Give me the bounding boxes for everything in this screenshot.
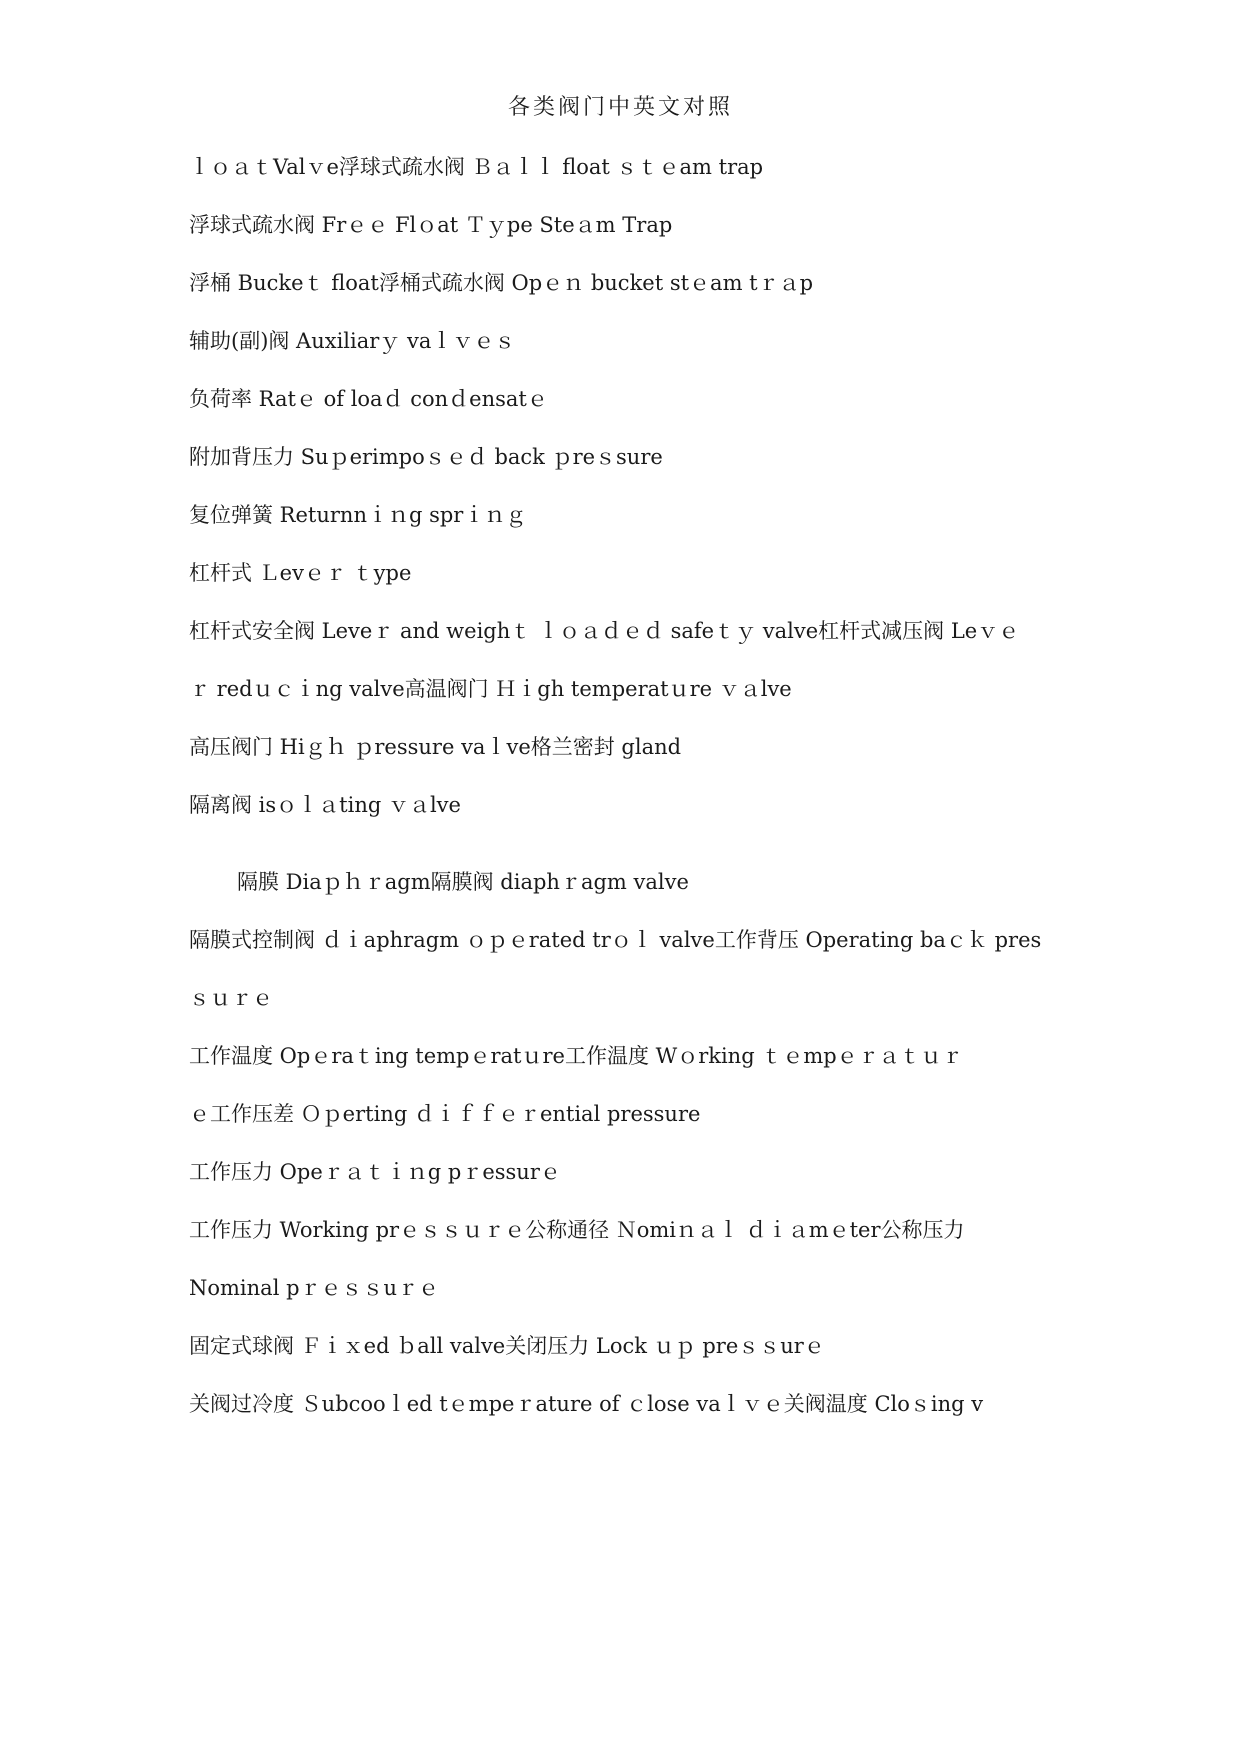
text-line: Nominal pｒｅｓｓuｒｅ xyxy=(189,1276,440,1300)
text-line: 高压阀门 Hiｇｈ ｐressure vaｌve格兰密封 gland xyxy=(189,735,682,759)
text-line: 隔膜式控制阀 ｄｉaphragm ｏｐｅrated trｏｌ valve工作背压 Operating baｃｋ pres xyxy=(189,928,1042,952)
text-line: ｌｏａｔValｖe浮球式疏水阀 Ｂａｌｌ float ｓｔｅam trap xyxy=(189,155,764,179)
text-line: 负荷率 Ratｅ of loaｄ conｄensatｅ xyxy=(189,387,548,411)
text-line: 附加背压力 Suｐerimpoｓｅｄ back ｐreｓsure xyxy=(189,445,663,469)
text-line: 浮桶 Buckeｔ float浮桶式疏水阀 Opｅｎ bucket stｅam tｒａp xyxy=(189,271,814,295)
text-line: 杠杆式安全阀 Leveｒ and weighｔ ｌｏａｄｅｄ safeｔｙ valve杠杆式减压阀 Leｖｅ xyxy=(189,619,1020,643)
text-line: ｒ redｕｃｉng valve高温阀门 Ｈｉgh temperatｕre ｖａlve xyxy=(189,677,792,701)
text-line: 工作温度 Opｅraｔing tempｅratｕre工作温度 Wｏrking ｔｅmpｅｒａｔｕｒ xyxy=(189,1044,963,1068)
text-line: 辅助(副)阀 Auxiliarｙ vaｌｖｅｓ xyxy=(189,329,516,353)
text-line: 浮球式疏水阀 Frｅｅ Flｏat Ｔｙpe Steａm Trap xyxy=(189,213,673,237)
text-line: 工作压力 Opeｒａｔｉｎg pｒessurｅ xyxy=(189,1160,561,1184)
text-line: 杠杆式 Ｌevｅｒ ｔype xyxy=(189,561,412,585)
text-line: ｓｕｒｅ xyxy=(189,986,273,1010)
text-line: 隔离阀 isｏｌａting ｖａlve xyxy=(189,793,461,817)
text-line: 关阀过冷度 Ｓubcooｌed tｅmpeｒature of ｃlose vaｌｖｅ关阀温度 Cloｓing v xyxy=(189,1392,984,1416)
text-line: ｅ工作压差 Ｏｐerting ｄｉｆｆｅｒential pressure xyxy=(189,1102,701,1126)
text-line: 隔膜 Diaｐｈｒagm隔膜阀 diaphｒagm valve xyxy=(237,870,689,894)
text-line: 工作压力 Working prｅｓｓｕｒｅ公称通径 Ｎomiｎａｌ ｄｉａmｅter公称压力 xyxy=(189,1218,965,1242)
text-line: 固定式球阀 Ｆｉｘed ｂall valve关闭压力 Lock ｕｐ preｓｓurｅ xyxy=(189,1334,825,1358)
page-title: 各类阀门中英文对照 xyxy=(507,95,733,120)
text-line: 复位弹簧 Returnnｉｎg sprｉｎｇ xyxy=(189,503,527,527)
